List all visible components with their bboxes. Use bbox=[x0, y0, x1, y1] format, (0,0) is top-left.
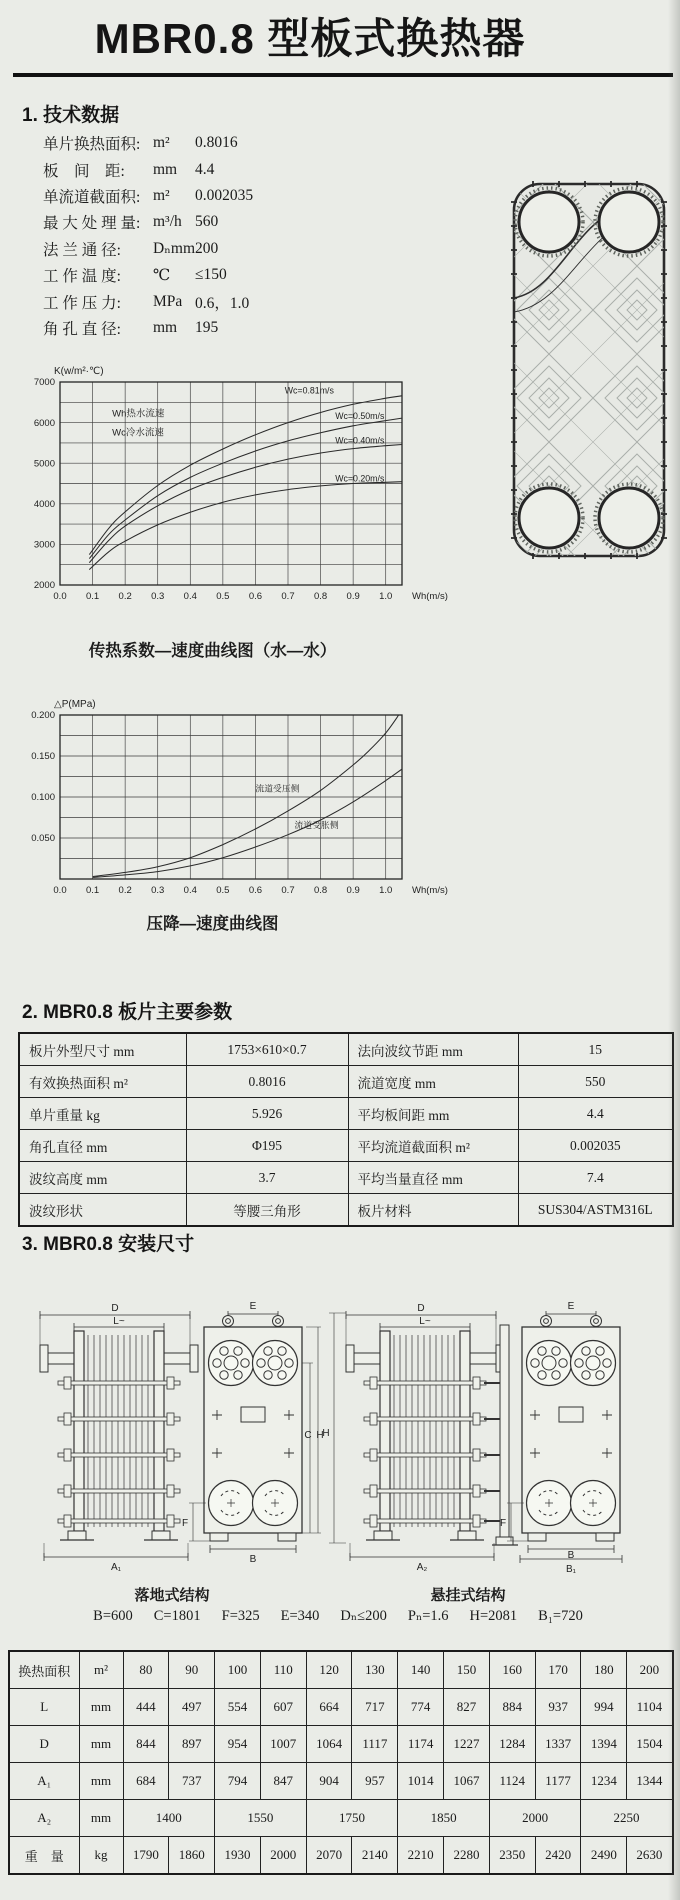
dim-value-cell: 160 bbox=[489, 1651, 535, 1689]
chart-annotation: Wh热水流速 bbox=[112, 408, 165, 420]
section1-heading: 1. 技术数据 bbox=[22, 105, 120, 126]
dim-value-cell: 200 bbox=[627, 1651, 673, 1689]
param-label-cell: 有效换热面积 m² bbox=[19, 1066, 186, 1098]
dim-value-cell: 1337 bbox=[535, 1726, 581, 1763]
x-tick-label: 0.4 bbox=[183, 591, 197, 602]
spec-row bbox=[43, 315, 253, 341]
dim-value-cell: 2000 bbox=[260, 1837, 306, 1875]
dim-value-cell: 794 bbox=[215, 1763, 261, 1800]
fixed-dimensions-line bbox=[36, 1608, 640, 1625]
y-axis-title: K(w/m²·℃) bbox=[54, 366, 104, 377]
dim-value-cell: 774 bbox=[398, 1689, 444, 1726]
spec-value: 0.002035 bbox=[195, 186, 254, 204]
dim-value-cell: 1007 bbox=[260, 1726, 306, 1763]
dim-value-cell: 120 bbox=[306, 1651, 352, 1689]
dim-value-cell: 664 bbox=[306, 1689, 352, 1726]
param-label-cell: 法向波纹节距 mm bbox=[348, 1033, 518, 1066]
spec-label: 最 大 处 理 量: bbox=[43, 215, 141, 233]
spec-value: 0.8016 bbox=[195, 134, 238, 152]
spec-list bbox=[43, 130, 253, 341]
y-tick-label: 6000 bbox=[33, 417, 55, 429]
x-tick-label: 0.6 bbox=[248, 885, 263, 896]
param-label-cell: 角孔直径 mm bbox=[19, 1130, 186, 1162]
fixed-dimension-item: B₁=720 bbox=[538, 1608, 583, 1624]
x-tick-label: 0.1 bbox=[85, 885, 100, 896]
dim-value-cell: 2250 bbox=[581, 1800, 673, 1837]
y-tick-label: 0.150 bbox=[31, 751, 55, 763]
title-rule bbox=[13, 73, 673, 77]
dim-value-cell: 1174 bbox=[398, 1726, 444, 1763]
spec-value: 4.4 bbox=[195, 160, 215, 178]
fixed-dimension-item: Dₙ≤200 bbox=[340, 1608, 387, 1624]
dim-label: A₁ bbox=[110, 1562, 122, 1573]
front-view-hanging-type bbox=[500, 1301, 622, 1575]
x-tick-label: 0.9 bbox=[346, 591, 360, 602]
dim-value-cell: 847 bbox=[260, 1763, 306, 1800]
param-label-cell: 单片重量 kg bbox=[19, 1098, 186, 1130]
spec-unit: Dₙmm bbox=[153, 240, 196, 258]
spec-row bbox=[43, 156, 253, 182]
spec-label: 单流道截面积: bbox=[43, 188, 141, 206]
dim-value-cell: 2140 bbox=[352, 1837, 398, 1875]
dim-value-cell: 1117 bbox=[352, 1726, 398, 1763]
dim-value-cell: 1400 bbox=[123, 1800, 215, 1837]
x-tick-label: 0.6 bbox=[248, 591, 263, 602]
x-tick-label: 0.5 bbox=[216, 885, 230, 896]
x-tick-label: 0.5 bbox=[216, 591, 230, 602]
dim-value-cell: 2000 bbox=[489, 1800, 581, 1837]
dim-row-unit: mm bbox=[79, 1689, 123, 1726]
dim-label: D bbox=[417, 1303, 425, 1314]
x-tick-label: 0.9 bbox=[346, 885, 360, 896]
fixed-dimension-item: E=340 bbox=[280, 1608, 320, 1624]
grid-lines bbox=[60, 715, 402, 879]
fixed-dimension-item: F=325 bbox=[221, 1608, 260, 1624]
dim-value-cell: 90 bbox=[169, 1651, 215, 1689]
plate-illustration bbox=[505, 178, 675, 568]
dim-value-cell: 110 bbox=[260, 1651, 306, 1689]
dim-value-cell: 844 bbox=[123, 1726, 169, 1763]
spec-row bbox=[43, 209, 253, 235]
param-label-cell: 平均当量直径 mm bbox=[348, 1162, 518, 1194]
spec-value: 560 bbox=[195, 213, 219, 231]
dim-row-unit: mm bbox=[79, 1726, 123, 1763]
dim-value-cell: 1850 bbox=[398, 1800, 490, 1837]
fixed-dimension-item: Pₙ=1.6 bbox=[407, 1608, 449, 1624]
dim-value-cell: 2350 bbox=[489, 1837, 535, 1875]
dim-value-cell: 497 bbox=[169, 1689, 215, 1726]
param-value-cell: 等腰三角形 bbox=[186, 1194, 348, 1227]
param-label-cell: 平均板间距 mm bbox=[348, 1098, 518, 1130]
spec-unit: m³/h bbox=[153, 213, 182, 231]
x-tick-label: 0.8 bbox=[313, 591, 328, 602]
spec-row bbox=[43, 183, 253, 209]
dim-value-cell: 170 bbox=[535, 1651, 581, 1689]
curve bbox=[93, 715, 399, 877]
spec-value: 0.6，1.0 bbox=[195, 294, 250, 312]
dim-row-unit: mm bbox=[79, 1800, 123, 1837]
dim-value-cell: 994 bbox=[581, 1689, 627, 1726]
param-table-row bbox=[19, 1194, 673, 1227]
dim-value-cell: 1750 bbox=[306, 1800, 398, 1837]
side-view-hanging-type bbox=[322, 1303, 518, 1573]
side-view-floor-type bbox=[40, 1303, 198, 1573]
spec-label: 法 兰 通 径: bbox=[43, 241, 121, 259]
param-label-cell: 流道宽度 mm bbox=[348, 1066, 518, 1098]
x-tick-label: 0.0 bbox=[53, 885, 67, 896]
dim-label: L~ bbox=[113, 1316, 125, 1327]
dim-label: B₁ bbox=[565, 1564, 577, 1575]
y-tick-label: 0.050 bbox=[31, 833, 55, 845]
dim-label: F bbox=[181, 1518, 189, 1529]
curve-label: Wc=0.40m/s bbox=[335, 435, 385, 446]
spec-row bbox=[43, 288, 253, 314]
dim-row-label: A₁ bbox=[9, 1763, 79, 1800]
param-label-cell: 板片材料 bbox=[348, 1194, 518, 1227]
dim-row-label: 换热面积 bbox=[9, 1651, 79, 1689]
param-table-row bbox=[19, 1098, 673, 1130]
dim-value-cell: 1550 bbox=[215, 1800, 307, 1837]
y-tick-label: 4000 bbox=[33, 499, 55, 510]
spec-unit: m² bbox=[153, 134, 170, 152]
dim-label: D bbox=[111, 1303, 119, 1314]
dim-value-cell: 2420 bbox=[535, 1837, 581, 1875]
dim-value-cell: 2280 bbox=[444, 1837, 490, 1875]
dim-label: H bbox=[316, 1430, 324, 1441]
dim-row-label: D bbox=[9, 1726, 79, 1763]
drawing-caption-floor: 落地式结构 bbox=[134, 1588, 210, 1604]
installation-drawings bbox=[20, 1285, 660, 1585]
dim-value-cell: 717 bbox=[352, 1689, 398, 1726]
dim-value-cell: 827 bbox=[444, 1689, 490, 1726]
x-tick-label: 0.7 bbox=[281, 591, 295, 602]
dim-table-row bbox=[9, 1651, 673, 1689]
param-value-cell: 3.7 bbox=[186, 1162, 348, 1194]
spec-label: 单片换热面积: bbox=[43, 136, 141, 154]
x-axis-title: Wh(m/s) bbox=[412, 591, 448, 602]
spec-label: 板 间 距: bbox=[43, 162, 125, 180]
dim-value-cell: 1790 bbox=[123, 1837, 169, 1875]
dim-value-cell: 1344 bbox=[627, 1763, 673, 1800]
y-tick-label: 0.100 bbox=[31, 792, 55, 804]
param-label-cell: 波纹高度 mm bbox=[19, 1162, 186, 1194]
chart1-caption: 传热系数—速度曲线图（水—水） bbox=[88, 642, 337, 660]
spec-label: 工 作 压 力: bbox=[43, 294, 121, 312]
dim-label: A₂ bbox=[416, 1562, 428, 1573]
dim-value-cell: 737 bbox=[169, 1763, 215, 1800]
scan-edge-shadow bbox=[668, 0, 680, 1900]
curve-label: 流道受压侧 bbox=[255, 783, 300, 794]
dim-value-cell: 884 bbox=[489, 1689, 535, 1726]
dim-value-cell: 937 bbox=[535, 1689, 581, 1726]
spec-row bbox=[43, 262, 253, 288]
param-table-row bbox=[19, 1033, 673, 1066]
y-tick-label: 2000 bbox=[33, 580, 55, 592]
dim-value-cell: 607 bbox=[260, 1689, 306, 1726]
dim-label: E bbox=[567, 1301, 575, 1312]
dim-value-cell: 2630 bbox=[627, 1837, 673, 1875]
x-tick-label: 0.0 bbox=[53, 591, 67, 602]
dim-row-label: A₂ bbox=[9, 1800, 79, 1837]
dim-value-cell: 1930 bbox=[215, 1837, 261, 1875]
spec-row bbox=[43, 236, 253, 262]
x-tick-label: 0.7 bbox=[281, 885, 295, 896]
plate-parameter-table bbox=[18, 1032, 674, 1227]
dim-row-unit: m² bbox=[79, 1651, 123, 1689]
curve-label: 流道受胀侧 bbox=[294, 820, 339, 831]
dim-value-cell: 1067 bbox=[444, 1763, 490, 1800]
x-tick-label: 0.2 bbox=[118, 885, 132, 896]
dim-table-row bbox=[9, 1763, 673, 1800]
param-value-cell: 15 bbox=[518, 1033, 673, 1066]
spec-row bbox=[43, 130, 253, 156]
chart2-caption: 压降—速度曲线图 bbox=[146, 915, 279, 933]
dim-row-unit: kg bbox=[79, 1837, 123, 1875]
param-value-cell: 1753×610×0.7 bbox=[186, 1033, 348, 1066]
dim-value-cell: 1394 bbox=[581, 1726, 627, 1763]
spec-value: 195 bbox=[195, 318, 219, 336]
spec-unit: ℃ bbox=[153, 266, 171, 284]
dim-row-unit: mm bbox=[79, 1763, 123, 1800]
dim-value-cell: 957 bbox=[352, 1763, 398, 1800]
chart-annotation: Wc冷水流速 bbox=[112, 427, 164, 439]
spec-unit: mm bbox=[153, 318, 178, 336]
param-table-row bbox=[19, 1162, 673, 1194]
param-value-cell: 550 bbox=[518, 1066, 673, 1098]
x-tick-label: 0.2 bbox=[118, 591, 132, 602]
x-tick-label: 0.8 bbox=[313, 885, 328, 896]
param-label-cell: 波纹形状 bbox=[19, 1194, 186, 1227]
x-tick-label: 1.0 bbox=[379, 885, 393, 896]
dim-value-cell: 1860 bbox=[169, 1837, 215, 1875]
dim-value-cell: 2070 bbox=[306, 1837, 352, 1875]
param-value-cell: 4.4 bbox=[518, 1098, 673, 1130]
dim-value-cell: 1124 bbox=[489, 1763, 535, 1800]
x-tick-label: 0.1 bbox=[85, 591, 100, 602]
dim-value-cell: 140 bbox=[398, 1651, 444, 1689]
fixed-dimension-item: C=1801 bbox=[153, 1608, 201, 1624]
dim-value-cell: 1234 bbox=[581, 1763, 627, 1800]
param-value-cell: 7.4 bbox=[518, 1162, 673, 1194]
section3-heading: 3. MBR0.8 安装尺寸 bbox=[22, 1234, 195, 1255]
dim-value-cell: 2210 bbox=[398, 1837, 444, 1875]
dim-value-cell: 80 bbox=[123, 1651, 169, 1689]
dim-label: H bbox=[322, 1428, 330, 1439]
y-tick-label: 3000 bbox=[33, 539, 55, 551]
dim-table-row bbox=[9, 1689, 673, 1726]
param-label-cell: 板片外型尺寸 mm bbox=[19, 1033, 186, 1066]
dim-value-cell: 2490 bbox=[581, 1837, 627, 1875]
dim-label: E bbox=[249, 1301, 257, 1312]
fixed-dimension-item: B=600 bbox=[93, 1608, 133, 1624]
dim-value-cell: 1504 bbox=[627, 1726, 673, 1763]
dim-label: B bbox=[249, 1554, 257, 1565]
dim-table-row bbox=[9, 1726, 673, 1763]
x-tick-label: 1.0 bbox=[379, 591, 393, 602]
dim-value-cell: 100 bbox=[215, 1651, 261, 1689]
dim-label: F bbox=[499, 1518, 507, 1529]
spec-value: 200 bbox=[195, 239, 219, 257]
dim-value-cell: 954 bbox=[215, 1726, 261, 1763]
heat-transfer-chart bbox=[14, 356, 474, 616]
x-tick-label: 0.3 bbox=[151, 885, 165, 896]
dim-value-cell: 1284 bbox=[489, 1726, 535, 1763]
dim-value-cell: 904 bbox=[306, 1763, 352, 1800]
pressure-drop-chart bbox=[14, 690, 474, 905]
param-value-cell: 0.8016 bbox=[186, 1066, 348, 1098]
dim-row-label: 重 量 bbox=[9, 1837, 79, 1875]
dim-value-cell: 130 bbox=[352, 1651, 398, 1689]
dim-value-cell: 684 bbox=[123, 1763, 169, 1800]
dim-value-cell: 150 bbox=[444, 1651, 490, 1689]
spec-value: ≤150 bbox=[195, 266, 227, 284]
param-table-row bbox=[19, 1066, 673, 1098]
dim-value-cell: 444 bbox=[123, 1689, 169, 1726]
dim-value-cell: 1177 bbox=[535, 1763, 581, 1800]
x-axis-title: Wh(m/s) bbox=[412, 885, 448, 896]
dim-label: L~ bbox=[419, 1316, 431, 1327]
y-axis-title: △P(MPa) bbox=[54, 699, 96, 710]
installation-dimension-table bbox=[8, 1650, 674, 1875]
x-tick-label: 0.4 bbox=[183, 885, 197, 896]
dim-value-cell: 1104 bbox=[627, 1689, 673, 1726]
dim-label: B bbox=[567, 1550, 575, 1561]
y-tick-label: 0.200 bbox=[31, 710, 55, 722]
param-table-row bbox=[19, 1130, 673, 1162]
dim-value-cell: 1064 bbox=[306, 1726, 352, 1763]
y-tick-label: 7000 bbox=[33, 377, 55, 389]
dim-value-cell: 1227 bbox=[444, 1726, 490, 1763]
dim-value-cell: 554 bbox=[215, 1689, 261, 1726]
front-view-floor-type bbox=[182, 1301, 324, 1565]
dim-label: C bbox=[304, 1430, 312, 1441]
y-tick-label: 5000 bbox=[33, 458, 55, 470]
param-value-cell: 5.926 bbox=[186, 1098, 348, 1130]
drawing-caption-hanging: 悬挂式结构 bbox=[430, 1588, 506, 1604]
curve bbox=[93, 769, 402, 877]
curve-label: Wc=0.20m/s bbox=[335, 473, 385, 484]
section2-heading: 2. MBR0.8 板片主要参数 bbox=[22, 1002, 233, 1023]
param-label-cell: 平均流道截面积 m² bbox=[348, 1130, 518, 1162]
dim-value-cell: 1014 bbox=[398, 1763, 444, 1800]
spec-unit: MPa bbox=[153, 292, 183, 310]
dim-value-cell: 180 bbox=[581, 1651, 627, 1689]
param-value-cell: Φ195 bbox=[186, 1130, 348, 1162]
param-value-cell: SUS304/ASTM316L bbox=[518, 1194, 673, 1227]
page-title: MBR0.8 型板式换热器 bbox=[94, 15, 526, 62]
param-value-cell: 0.002035 bbox=[518, 1130, 673, 1162]
spec-label: 工 作 温 度: bbox=[43, 268, 121, 286]
curve bbox=[89, 482, 402, 570]
fixed-dimension-item: H=2081 bbox=[469, 1608, 518, 1624]
dim-row-label: L bbox=[9, 1689, 79, 1726]
dim-value-cell: 897 bbox=[169, 1726, 215, 1763]
dim-table-row bbox=[9, 1837, 673, 1875]
x-tick-label: 0.3 bbox=[151, 591, 165, 602]
dim-table-row bbox=[9, 1800, 673, 1837]
spec-unit: mm bbox=[153, 160, 178, 178]
curve-label: Wc=0.81m/s bbox=[284, 385, 334, 396]
series-group bbox=[93, 715, 402, 877]
curve-label: Wc=0.50m/s bbox=[335, 410, 385, 421]
spec-unit: m² bbox=[153, 186, 170, 204]
spec-label: 角 孔 直 径: bbox=[43, 320, 121, 338]
